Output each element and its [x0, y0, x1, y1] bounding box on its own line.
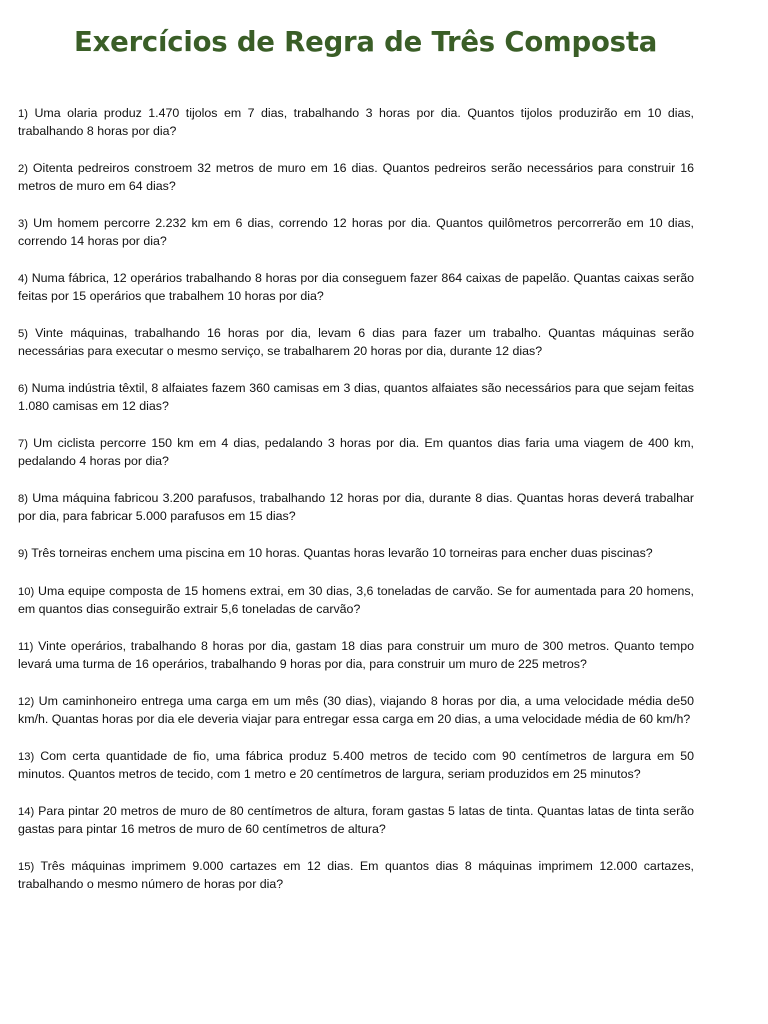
exercise-number: 11 ): [18, 641, 33, 653]
exercise-text: Com certa quantidade de fio, uma fábrica produz 5.400 metros de tecido com 90 centímetros de largura em 50 minutos. Quantos metros de tecido, com 1 metro e 20 centímetros de largura, seriam produzidos em 25 minutos?: [18, 749, 694, 781]
exercise-item: [18, 748, 694, 783]
exercise-text: Oitenta pedreiros constroem 32 metros de muro em 16 dias. Quantos pedreiros serão necessários para construir 16 metros de muro em 64 dias?: [18, 161, 694, 193]
exercise-item: [18, 803, 694, 838]
exercise-item: [18, 545, 694, 563]
exercise-text: Um homem percorre 2.232 km em 6 dias, correndo 12 horas por dia. Quantos quilômetros percorrerão em 10 dias, correndo 14 horas por dia?: [18, 216, 694, 248]
exercise-number: 7 ): [18, 438, 28, 450]
exercise-item: [18, 638, 694, 673]
exercise-text: Três torneiras enchem uma piscina em 10 horas. Quantas horas levarão 10 torneiras para encher duas piscinas?: [31, 546, 653, 560]
exercise-text: Numa fábrica, 12 operários trabalhando 8 horas por dia conseguem fazer 864 caixas de papelão. Quantas caixas serão feitas por 15 operários que trabalhem 10 horas por dia?: [18, 271, 694, 303]
exercise-item: [18, 380, 694, 415]
exercise-item: [18, 858, 694, 893]
exercise-number: 4 ): [18, 273, 28, 285]
exercise-text: Um caminhoneiro entrega uma carga em um mês (30 dias), viajando 8 horas por dia, a uma velocidade média de50 km/h. Quantas horas por dia ele deveria viajar para entregar essa carga em 20 dias, a uma velocidade média de 60 km/h?: [18, 694, 694, 726]
exercise-number: 1 ): [18, 108, 28, 120]
exercise-list: [18, 105, 694, 913]
exercise-item: [18, 490, 694, 525]
exercise-item: [18, 435, 694, 470]
page-title: Exercícios de Regra de Três Composta: [74, 26, 658, 58]
exercise-item: [18, 160, 694, 195]
exercise-item: [18, 325, 694, 360]
exercise-number: 2 ): [18, 163, 28, 175]
exercise-text: Uma equipe composta de 15 homens extrai, em 30 dias, 3,6 toneladas de carvão. Se for aumentada para 20 homens, em quantos dias conseguirão extrair 5,6 toneladas de carvão?: [18, 584, 694, 616]
exercise-number: 14 ): [18, 806, 34, 818]
exercise-number: 9 ): [18, 548, 28, 560]
exercise-item: [18, 215, 694, 250]
exercise-text: Uma máquina fabricou 3.200 parafusos, trabalhando 12 horas por dia, durante 8 dias. Quantas horas deverá trabalhar por dia, para fabricar 5.000 parafusos em 15 dias?: [18, 491, 694, 523]
exercise-item: [18, 105, 694, 140]
exercise-number: 5 ): [18, 328, 28, 340]
exercise-number: 6 ): [18, 383, 28, 395]
exercise-text: Numa indústria têxtil, 8 alfaiates fazem 360 camisas em 3 dias, quantos alfaiates são necessários para que sejam feitas 1.080 camisas em 12 dias?: [18, 381, 694, 413]
exercise-text: Vinte operários, trabalhando 8 horas por dia, gastam 18 dias para construir um muro de 300 metros. Quanto tempo levará uma turma de 16 operários, trabalhando 9 horas por dia, para construir um muro de 225 metros?: [18, 639, 694, 671]
exercise-item: [18, 270, 694, 305]
exercise-text: Vinte máquinas, trabalhando 16 horas por dia, levam 6 dias para fazer um trabalho. Quantas máquinas serão necessárias para executar o mesmo serviço, se trabalharem 20 horas por dia, durante 12 dias?: [18, 326, 694, 358]
exercise-text: Para pintar 20 metros de muro de 80 centímetros de altura, foram gastas 5 latas de tinta. Quantas latas de tinta serão gastas para pintar 16 metros de muro de 60 centímetros de altura?: [18, 804, 694, 836]
exercise-number: 10 ): [18, 586, 34, 598]
exercise-text: Uma olaria produz 1.470 tijolos em 7 dias, trabalhando 3 horas por dia. Quantos tijolos produzirão em 10 dias, trabalhando 8 horas por dia?: [18, 106, 695, 138]
exercise-text: Um ciclista percorre 150 km em 4 dias, pedalando 3 horas por dia. Em quantos dias faria uma viagem de 400 km, pedalando 4 horas por dia?: [18, 436, 694, 468]
exercise-number: 15 ): [18, 861, 34, 873]
exercise-number: 13 ): [18, 751, 34, 763]
exercise-text: Três máquinas imprimem 9.000 cartazes em 12 dias. Em quantos dias 8 máquinas imprimem 12.000 cartazes, trabalhando o mesmo número de horas por dia?: [18, 859, 694, 891]
exercise-number: 3 ): [18, 218, 28, 230]
exercise-number: 12 ): [18, 696, 34, 708]
exercise-item: [18, 583, 694, 618]
exercise-number: 8 ): [18, 493, 28, 505]
exercise-item: [18, 693, 694, 728]
